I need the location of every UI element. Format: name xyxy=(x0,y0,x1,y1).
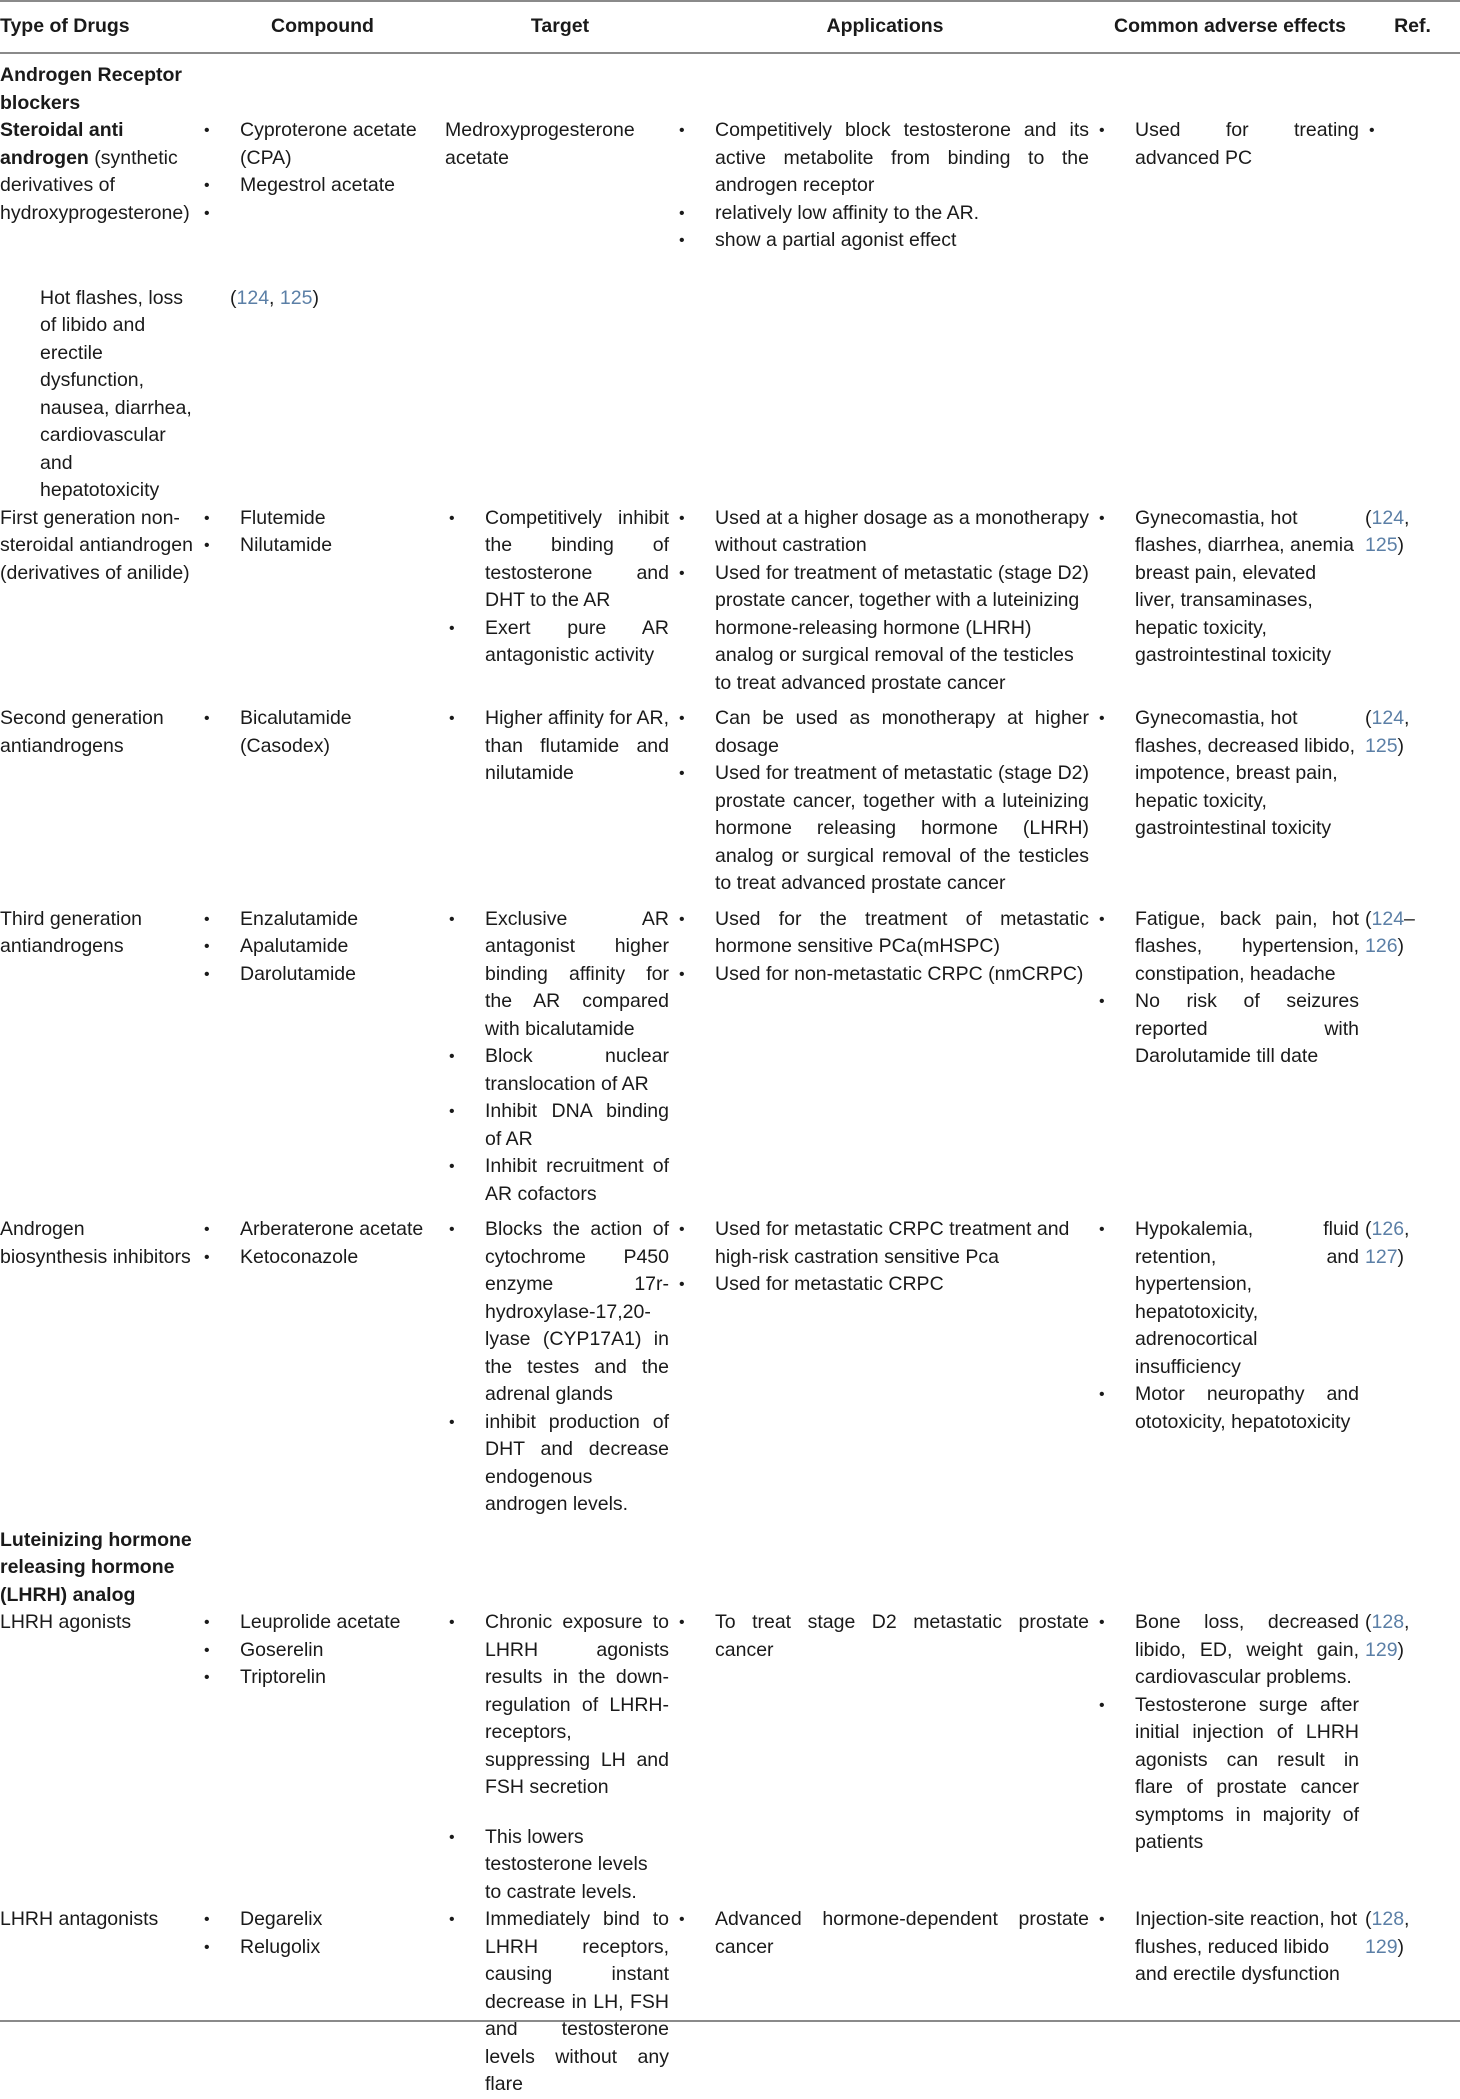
section-row xyxy=(0,1519,1460,1610)
ref-link[interactable]: 128 xyxy=(1371,1908,1405,1930)
list-item: • Motor neuropathy and ototoxicity, hepatotoxicity xyxy=(1095,1381,1359,1436)
compound-cell xyxy=(200,1208,445,1519)
ref-link[interactable]: 125 xyxy=(1365,534,1398,556)
target-cell xyxy=(445,1906,675,2099)
list-item: • Ketoconazole xyxy=(200,1244,439,1272)
target-cell xyxy=(445,505,675,698)
list-item: • Used for metastatic CRPC xyxy=(675,1271,1089,1299)
type-rest: (synthetic derivatives of hydroxyprogesterone) xyxy=(0,146,190,224)
list-item: • Used for non-metastatic CRPC (nmCRPC) xyxy=(675,961,1089,989)
list-item: • Blocks the action of cytochrome P450 enzyme 17r-hydroxylase-17,20-lyase (CYP17A1) in the testes and the adrenal glands xyxy=(445,1216,669,1409)
list-item: • Used for treatment of metastatic (stage D2) prostate cancer, together with a luteinizing hormone-releasing hormone (LHRH) analog or surgical removal of the testicles to treat advanced prostate cancer xyxy=(675,560,1089,698)
list-item: • Arberaterone acetate xyxy=(200,1216,439,1244)
list-item: • Used at a higher dosage as a monotherapy without castration xyxy=(675,505,1089,560)
list-item: • Exclusive AR antagonist higher binding affinity for the AR compared with bicalutamide xyxy=(445,906,669,1044)
ref-link[interactable]: 126 xyxy=(1371,1218,1405,1240)
ref-link[interactable]: 124 xyxy=(1371,907,1405,930)
compound-cell xyxy=(200,505,445,698)
list-item: • Exert pure AR antagonistic activity xyxy=(445,615,669,670)
ref-link[interactable]: 125 xyxy=(1365,734,1398,757)
ref-cell: (128, 129) xyxy=(1365,1611,1410,1661)
list-item: • Used for treating advanced PC xyxy=(1095,117,1359,172)
compound-cell xyxy=(200,898,445,1209)
ref-cell: (124, 125) xyxy=(1365,707,1410,757)
list-item: • Apalutamide xyxy=(200,933,439,961)
adverse-cell xyxy=(1095,697,1365,898)
target-cell xyxy=(445,1208,675,1519)
table-row xyxy=(0,505,1460,698)
applications-cell xyxy=(675,1208,1095,1519)
list-item: • Bicalutamide (Casodex) xyxy=(200,705,439,760)
target-cell xyxy=(445,1802,675,1907)
list-item: • inhibit production of DHT and decrease endogenous androgen levels. xyxy=(445,1409,669,1519)
list-item: • Advanced hormone-dependent prostate cancer xyxy=(675,1906,1089,1961)
compound-cell xyxy=(200,1609,445,1802)
ref-link[interactable]: 124 xyxy=(1371,707,1405,729)
header-adverse: Common adverse effects xyxy=(1095,1,1365,53)
list-item: • Can be used as monotherapy at higher dosage xyxy=(675,705,1089,760)
table-row xyxy=(0,117,1460,255)
list-item: • Cyproterone acetate (CPA) xyxy=(200,117,439,172)
ref-link[interactable]: 124 xyxy=(236,286,270,309)
list-item: • Block nuclear translocation of AR xyxy=(445,1043,669,1098)
ref-link[interactable]: 125 xyxy=(279,286,313,309)
list-item: • Nilutamide xyxy=(200,532,439,560)
list-item: • Bone loss, decreased libido, ED, weight gain, cardiovascular problems. xyxy=(1095,1609,1359,1692)
list-item: • show a partial agonist effect xyxy=(675,227,1089,255)
list-item: • Immediately bind to LHRH receptors, causing instant decrease in LH, FSH and testosterone levels without any flare xyxy=(445,1906,669,2099)
applications-cell xyxy=(675,505,1095,698)
applications-cell xyxy=(675,1906,1095,2099)
ref-link[interactable]: 128 xyxy=(1371,1611,1405,1633)
list-item: • Enzalutamide xyxy=(200,906,439,934)
ref-link[interactable]: 129 xyxy=(1365,1638,1398,1661)
compound-cell xyxy=(200,117,445,255)
ref-link[interactable]: 126 xyxy=(1365,935,1398,957)
list-item: • Used for the treatment of metastatic hormone sensitive PCa(mHSPC) xyxy=(675,906,1089,961)
ref-cell: (124, 125) xyxy=(1365,506,1410,556)
adverse-cell xyxy=(1095,1208,1365,1519)
table-row xyxy=(0,697,1460,898)
list-item: • Used for treatment of metastatic (stage D2) prostate cancer, together with a luteinizing hormone releasing hormone (LHRH) analog or surgical removal of the testicles to treat advanced prostate cancer xyxy=(675,760,1089,898)
type-cell: LHRH antagonists xyxy=(0,1908,159,1930)
bottom-rule xyxy=(0,2020,1460,2022)
ref-cell xyxy=(1365,117,1460,255)
type-cell: LHRH agonists xyxy=(0,1611,132,1633)
type-cell xyxy=(0,117,200,255)
list-item: • Hypokalemia, fluid retention, and hypertension, hepatotoxicity, adrenocortical insufficiency xyxy=(1095,1216,1359,1381)
section-heading: Luteinizing hormone releasing hormone (LHRH) analog xyxy=(0,1528,192,1606)
list-item: • To treat stage D2 metastatic prostate cancer xyxy=(675,1609,1089,1664)
target-cell xyxy=(445,1609,675,1802)
target-cell: Medroxyprogesterone acetate xyxy=(445,119,635,169)
type-cell: Third generation antiandrogens xyxy=(0,907,143,957)
compound-cell xyxy=(200,697,445,898)
table-row xyxy=(0,1906,1460,2099)
ref-link[interactable]: 124 xyxy=(1371,506,1405,529)
list-item: • Darolutamide xyxy=(200,961,439,989)
list-item: • Testosterone surge after initial injection of LHRH agonists can result in flare of prostate cancer symptoms in majority of patients xyxy=(1095,1692,1359,1857)
list-item: • Inhibit recruitment of AR cofactors xyxy=(445,1153,669,1208)
adverse-cell xyxy=(1095,117,1365,255)
list-item: • This lowers testosterone levels to castrate levels. xyxy=(445,1824,669,1907)
applications-cell xyxy=(675,117,1095,255)
table-row xyxy=(0,898,1460,1209)
ref-cell: (124– 126) xyxy=(1365,907,1415,957)
table-row xyxy=(0,1208,1460,1519)
target-cell xyxy=(445,898,675,1209)
adverse-text: Hot flashes, loss of libido and erectile dysfunction, nausea, diarrhea, cardiovascular and hepatotoxicity xyxy=(40,286,192,501)
table-row xyxy=(0,1609,1460,1802)
header-row xyxy=(0,1,1460,53)
adverse-cell xyxy=(1095,505,1365,698)
applications-cell xyxy=(675,697,1095,898)
type-cell: Second generation antiandrogens xyxy=(0,707,164,757)
list-item: • Relugolix xyxy=(200,1934,439,1962)
compound-cell xyxy=(200,1906,445,2099)
applications-cell xyxy=(675,898,1095,1209)
list-item: • Goserelin xyxy=(200,1637,439,1665)
section-row xyxy=(0,53,1460,117)
ref-cell: (124, 125) xyxy=(230,286,319,309)
list-item: • Injection-site reaction, hot flushes, reduced libido and erectile dysfunction xyxy=(1095,1906,1359,1989)
table-row xyxy=(0,255,1460,505)
header-ref: Ref. xyxy=(1365,1,1460,53)
adverse-cell xyxy=(1095,898,1365,1209)
list-item: • Competitively inhibit the binding of testosterone and DHT to the AR xyxy=(445,505,669,615)
type-bold: Steroidal anti androgen xyxy=(0,119,124,169)
list-item: • Gynecomastia, hot flashes, diarrhea, anemia breast pain, elevated liver, transaminases, hepatic toxicity, gastrointestinal toxicity xyxy=(1095,505,1359,670)
list-item: • Gynecomastia, hot flashes, decreased libido, impotence, breast pain, hepatic toxicity, gastrointestinal toxicity xyxy=(1095,705,1359,843)
list-item: • Degarelix xyxy=(200,1906,439,1934)
list-item: • Inhibit DNA binding of AR xyxy=(445,1098,669,1153)
list-item: • Competitively block testosterone and its active metabolite from binding to the androgen receptor xyxy=(675,117,1089,200)
applications-cell xyxy=(675,1609,1095,1802)
adverse-cell xyxy=(1095,1906,1365,2099)
list-item: • No risk of seizures reported with Darolutamide till date xyxy=(1095,988,1359,1071)
type-cell: Androgen biosynthesis inhibitors xyxy=(0,1218,191,1268)
list-item: • Chronic exposure to LHRH agonists results in the down-regulation of LHRH-receptors, suppressing LH and FSH secretion xyxy=(445,1609,669,1802)
ref-cell: (126, 127) xyxy=(1365,1218,1410,1268)
ref-link[interactable]: 129 xyxy=(1365,1935,1398,1958)
header-type: Type of Drugs xyxy=(0,1,200,53)
header-compound: Compound xyxy=(200,1,445,53)
list-item: • Higher affinity for AR, than flutamide and nilutamide xyxy=(445,705,669,788)
ref-link[interactable]: 127 xyxy=(1365,1245,1398,1268)
type-cell: First generation non-steroidal antiandrogen (derivatives of anilide) xyxy=(0,506,193,584)
type-cell xyxy=(0,255,200,505)
list-item: • Flutemide xyxy=(200,505,439,533)
list-item: • relatively low affinity to the AR. xyxy=(675,200,1089,228)
list-item: • Triptorelin xyxy=(200,1664,439,1692)
section-heading: Androgen Receptor blockers xyxy=(0,64,183,114)
list-item: • Leuprolide acetate xyxy=(200,1609,439,1637)
target-cell xyxy=(445,697,675,898)
list-item: • Used for metastatic CRPC treatment and high-risk castration sensitive Pca xyxy=(675,1216,1089,1271)
header-target: Target xyxy=(445,1,675,53)
header-applications: Applications xyxy=(675,1,1095,53)
list-item: • Fatigue, back pain, hot flashes, hypertension, constipation, headache xyxy=(1095,906,1359,989)
ref-cell: (128, 129) xyxy=(1365,1908,1410,1958)
adverse-cell xyxy=(1095,1609,1365,1906)
list-item: • Megestrol acetate xyxy=(200,172,439,200)
